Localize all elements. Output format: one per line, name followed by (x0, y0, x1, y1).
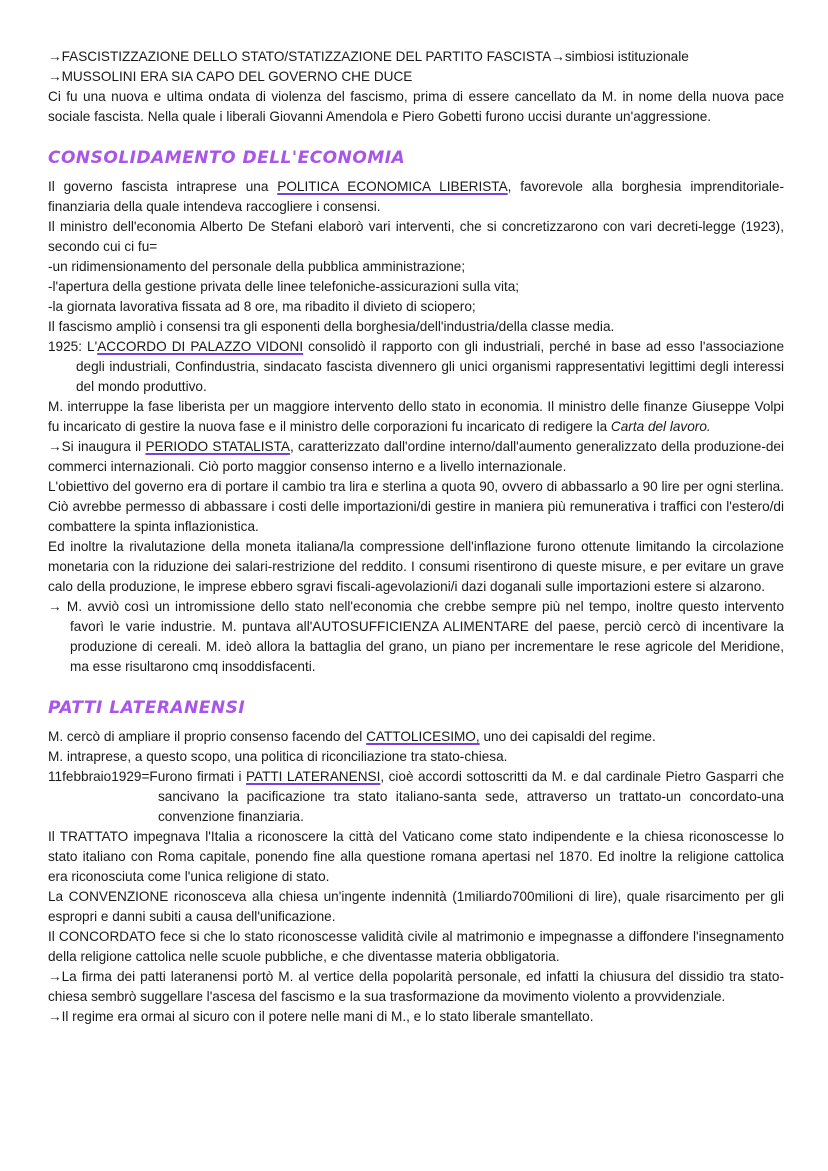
economia-list-item-2: -l'apertura della gestione privata delle linee telefoniche-assicurazioni sulla vita; (48, 279, 520, 294)
italic-term: Carta del lavoro. (610, 419, 711, 434)
economia-paragraph-7: L'obiettivo del governo era di portare il cambio tra lira e sterlina a quota 90, ovvero di abbassarlo a 90 lire per ogni sterlina. Ciò avrebbe permesso di abbassare i costi delle importazioni/di gestire in maniera più remunerativa i traffici con l'estero/di combattere la spinta inflazionistica. (48, 479, 784, 534)
economia-paragraph-2: Il ministro dell'economia Alberto De Stefani elaborò vari interventi, che si concretizzarono con vari decreti-legge (1923), secondo cui ci fu= (48, 219, 784, 254)
underlined-term: PERIODO STATALISTA (145, 439, 290, 454)
economia-paragraph-5: M. interruppe la fase liberista per un maggiore intervento dello stato in economia. Il ministro delle finanze Giuseppe Volpi fu incaricato di gestire la nuova fase e il ministro delle corporazioni fu incaricato di redigere la Carta del lavoro. (48, 399, 784, 434)
section-heading-patti: PATTI LATERANENSI (48, 698, 246, 718)
underlined-term: POLITICA ECONOMICA LIBERISTA (277, 179, 508, 194)
economia-paragraph-8: Ed inoltre la rivalutazione della moneta italiana/la compressione dell'inflazione furono ottenute limitando la circolazione monetaria con la riduzione dei salari-restrizione del reddito. I consumi risentirono di queste misure, e per evitare un grave calo della produzione, le imprese ebbero sgravi fiscali-agevolazioni/i dazi doganali sulle importazioni estere si alzarono. (48, 539, 784, 594)
underlined-term: PATTI LATERANENSI (245, 769, 381, 784)
economia-paragraph-4: 1925: L'ACCORDO DI PALAZZO VIDONI consolidò il rapporto con gli industriali, perché in base ad esso l'associazione degli industriali, Confindustria, sindacato fascista divennero gli unici organismi rappresentativi legittimi degli interessi del mondo produttivo. (48, 339, 785, 394)
patti-paragraph-5: La CONVENZIONE riconosceva alla chiesa un'ingente indennità (1miliardo700milioni di lire), quale risarcimento per gli espropri e danni subiti a causa dell'unificazione. (48, 889, 784, 924)
patti-paragraph-7: →La firma dei patti lateranensi portò M. al vertice della popolarità personale, ed infatti la chiusura del dissidio tra stato-chiesa sembrò suggellare l'ascesa del fascismo e la sua trasformazione da movimento violento a provvidenziale. (48, 969, 784, 1004)
underlined-term: CATTOLICESIMO, (366, 729, 480, 744)
patti-paragraph-1: M. cercò di ampliare il proprio consenso facendo del CATTOLICESIMO, uno dei capisaldi del regime. (48, 729, 656, 744)
intro-line-2: →MUSSOLINI ERA SIA CAPO DEL GOVERNO CHE DUCE (48, 69, 413, 84)
patti-paragraph-8: →Il regime era ormai al sicuro con il potere nelle mani di M., e lo stato liberale smantellato. (48, 1009, 594, 1024)
economia-paragraph-6: →Si inaugura il PERIODO STATALISTA, caratterizzato dall'ordine interno/dall'aumento generalizzato della produzione-dei commerci internazionali. Ciò porto maggior consenso interno e a livello internazionale. (48, 439, 784, 474)
economia-paragraph-1: Il governo fascista intraprese una POLITICA ECONOMICA LIBERISTA, favorevole alla borghesia imprenditoriale-finanziaria della quale intendeva raccogliere i consensi. (48, 179, 784, 214)
underlined-term: ACCORDO DI PALAZZO VIDONI (97, 339, 304, 354)
economia-paragraph-9: → M. avviò così un intromissione dello stato nell'economia che crebbe sempre più nel tempo, inoltre questo intervento favorì le varie industrie. M. puntava all'AUTOSUFFICIENZA ALIMENTARE del paese, perciò cercò di incentivare la produzione di cereali. M. ideò allora la battaglia del grano, un piano per incrementare le rese agricole del Meridione, ma esse risultarono cmq insoddisfacenti. (48, 599, 784, 674)
patti-paragraph-4: Il TRATTATO impegnava l'Italia a riconoscere la città del Vaticano come stato indipendente e la chiesa riconoscesse lo stato italiano con Roma capitale, ponendo fine alla questione romana apertasi nel 1870. Ed inoltre la religione cattolica era riconosciuta come l'unica religione di stato. (48, 829, 784, 884)
section-heading-economia: CONSOLIDAMENTO DELL'ECONOMIA (48, 148, 406, 168)
intro-line-1: →FASCISTIZZAZIONE DELLO STATO/STATIZZAZIONE DEL PARTITO FASCISTA→simbiosi istituzionale (48, 49, 689, 64)
patti-paragraph-6: Il CONCORDATO fece si che lo stato riconoscesse validità civile al matrimonio e impegnasse a diffondere l'insegnamento della religione cattolica nelle scuole pubbliche, e che diventasse materia obbligatoria. (48, 929, 784, 964)
intro-paragraph: Ci fu una nuova e ultima ondata di violenza del fascismo, prima di essere cancellato da M. in nome della nuova pace sociale fascista. Nella quale i liberali Giovanni Amendola e Piero Gobetti furono uccisi durante un'aggressione. (48, 89, 784, 124)
economia-list-item-1: -un ridimensionamento del personale della pubblica amministrazione; (48, 259, 466, 274)
patti-paragraph-2: M. intraprese, a questo scopo, una politica di riconciliazione tra stato-chiesa. (48, 749, 508, 764)
patti-paragraph-3: 11febbraio1929=Furono firmati i PATTI LATERANENSI, cioè accordi sottoscritti da M. e dal cardinale Pietro Gasparri che sancivano la pacificazione tra stato italiano-santa sede, attraverso un trattato-un concordato-una convenzione finanziaria. (48, 769, 784, 824)
economia-list-item-3: -la giornata lavorativa fissata ad 8 ore, ma ribadito il divieto di sciopero; (48, 299, 476, 314)
economia-paragraph-3: Il fascismo ampliò i consensi tra gli esponenti della borghesia/dell'industria/della classe media. (48, 319, 615, 334)
